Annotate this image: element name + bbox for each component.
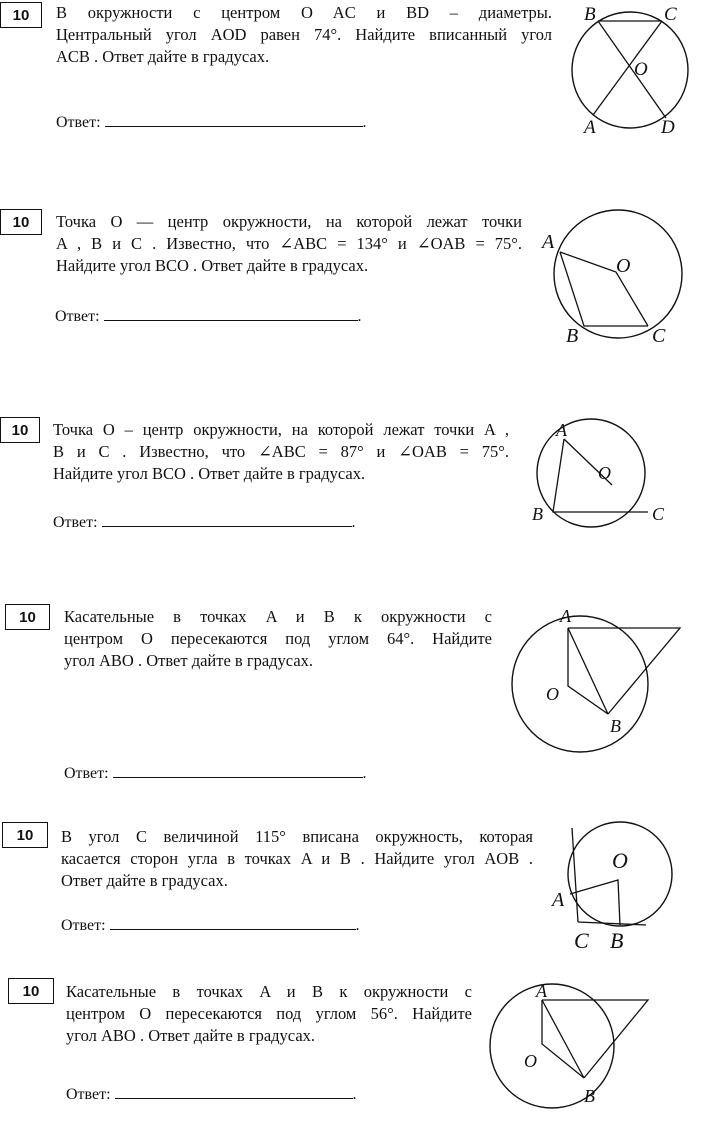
- diameter-bd: [598, 21, 666, 118]
- figure-circle-diameters: [560, 0, 704, 140]
- label-o: O: [612, 848, 628, 873]
- problem-number: 10: [0, 2, 42, 28]
- answer-blank[interactable]: [113, 763, 363, 778]
- circle: [490, 984, 614, 1108]
- label-a: A: [556, 420, 567, 440]
- radii-oa-oc: [560, 252, 648, 326]
- answer-label: Ответ:: [53, 514, 98, 531]
- figure-circle-abc: [528, 418, 704, 530]
- label-c: C: [652, 325, 666, 347]
- figure-tangents: [480, 976, 704, 1106]
- label-c: C: [652, 504, 665, 524]
- label-a: A: [542, 231, 555, 253]
- problem-text: [53, 419, 509, 485]
- problem-number: 10: [0, 417, 40, 443]
- label-b: B: [532, 504, 543, 524]
- problem-line: Найдите угол BCO . Ответ дайте в градусах.: [53, 464, 366, 483]
- tangent-lines: [542, 1000, 648, 1078]
- label-a: A: [584, 117, 596, 138]
- problem-line: центром O пересекаются под углом 56°. Найдите: [66, 1004, 472, 1023]
- chord-ab: [568, 628, 608, 714]
- problem-line: В окружности с центром O AC и BD – диаметры.: [56, 3, 552, 22]
- figure-inscribed-angle: [540, 814, 704, 954]
- problem-line: Найдите угол BCO . Ответ дайте в градусах.: [56, 256, 369, 275]
- problem-text: [56, 211, 522, 277]
- label-b: B: [584, 4, 596, 25]
- answer-blank[interactable]: [110, 915, 356, 930]
- answer-tail: .: [355, 917, 360, 934]
- tangent-lines: [568, 628, 680, 714]
- label-b: B: [610, 716, 621, 736]
- chord-ab: [542, 1000, 584, 1078]
- label-o: O: [598, 463, 611, 483]
- label-b: B: [584, 1086, 595, 1106]
- problem-line: угол ABO . Ответ дайте в градусах.: [64, 651, 314, 670]
- problem-line: угол ABO . Ответ дайте в градусах.: [66, 1026, 316, 1045]
- problem-line: B и C . Известно, что ∠ABC = 87° и ∠OAB = 75°.: [53, 442, 509, 461]
- problem-line: Точка O – центр окружности, на которой лежат точки A ,: [53, 420, 509, 439]
- answer-field[interactable]: [56, 112, 367, 132]
- label-b: B: [610, 928, 624, 953]
- label-a: A: [560, 606, 571, 626]
- label-o: O: [616, 255, 631, 277]
- label-o: O: [546, 684, 559, 704]
- chords-abc: [560, 252, 648, 326]
- label-o: O: [524, 1051, 537, 1071]
- answer-blank[interactable]: [115, 1084, 353, 1099]
- problem-number: 10: [8, 978, 54, 1004]
- label-b: B: [566, 325, 579, 347]
- problem-number: 10: [5, 604, 50, 630]
- answer-label: Ответ:: [55, 308, 100, 325]
- problem-text: [64, 606, 492, 672]
- answer-field[interactable]: [53, 512, 356, 532]
- answer-label: Ответ:: [66, 1086, 111, 1103]
- answer-tail: .: [362, 114, 367, 131]
- problem-line: центром O пересекаются под углом 64°. Найдите: [64, 629, 492, 648]
- label-a: A: [552, 889, 565, 911]
- label-o: O: [634, 59, 648, 80]
- answer-blank[interactable]: [104, 306, 358, 321]
- answer-tail: .: [352, 1086, 357, 1103]
- problem-line: A , B и C . Известно, что ∠ABC = 134° и ∠OAB = 75°.: [56, 234, 522, 253]
- problem-line: Точка O — центр окружности, на которой лежат точки: [56, 212, 522, 231]
- problem-line: Касательные в точках A и B к окружности с: [66, 982, 472, 1001]
- answer-label: Ответ:: [61, 917, 106, 934]
- figure-tangents: [500, 604, 704, 740]
- answer-field[interactable]: [66, 1084, 357, 1104]
- problem-text: [66, 981, 472, 1047]
- circle: [572, 12, 688, 128]
- problem-text: [56, 2, 552, 68]
- problem-line: касается сторон угла в точках A и B . Найдите угол AOB .: [61, 849, 533, 868]
- problem-line: ACB . Ответ дайте в градусах.: [56, 47, 270, 66]
- label-a: A: [536, 981, 547, 1001]
- answer-blank[interactable]: [105, 112, 363, 127]
- figure-circle-abc: [536, 200, 704, 352]
- label-c: C: [574, 928, 589, 953]
- problem-line: В угол C величиной 115° вписана окружность, которая: [61, 827, 533, 846]
- answer-tail: .: [357, 308, 362, 325]
- answer-label: Ответ:: [64, 765, 109, 782]
- label-c: C: [664, 4, 677, 25]
- answer-field[interactable]: [64, 763, 367, 783]
- label-d: D: [661, 117, 675, 138]
- problem-line: Центральный угол AOD равен 74°. Найдите вписанный угол: [56, 25, 552, 44]
- answer-tail: .: [351, 514, 356, 531]
- circle: [512, 616, 648, 752]
- side-ca: [572, 828, 578, 922]
- answer-blank[interactable]: [102, 512, 352, 527]
- answer-field[interactable]: [55, 306, 362, 326]
- diameter-ac: [593, 21, 662, 115]
- problem-number: 10: [0, 209, 42, 235]
- problem-line: Касательные в точках A и B к окружности с: [64, 607, 492, 626]
- problem-text: [61, 826, 533, 892]
- answer-tail: .: [362, 765, 367, 782]
- answer-field[interactable]: [61, 915, 360, 935]
- problem-line: Ответ дайте в градусах.: [61, 871, 228, 890]
- answer-label: Ответ:: [56, 114, 101, 131]
- problem-number: 10: [2, 822, 48, 848]
